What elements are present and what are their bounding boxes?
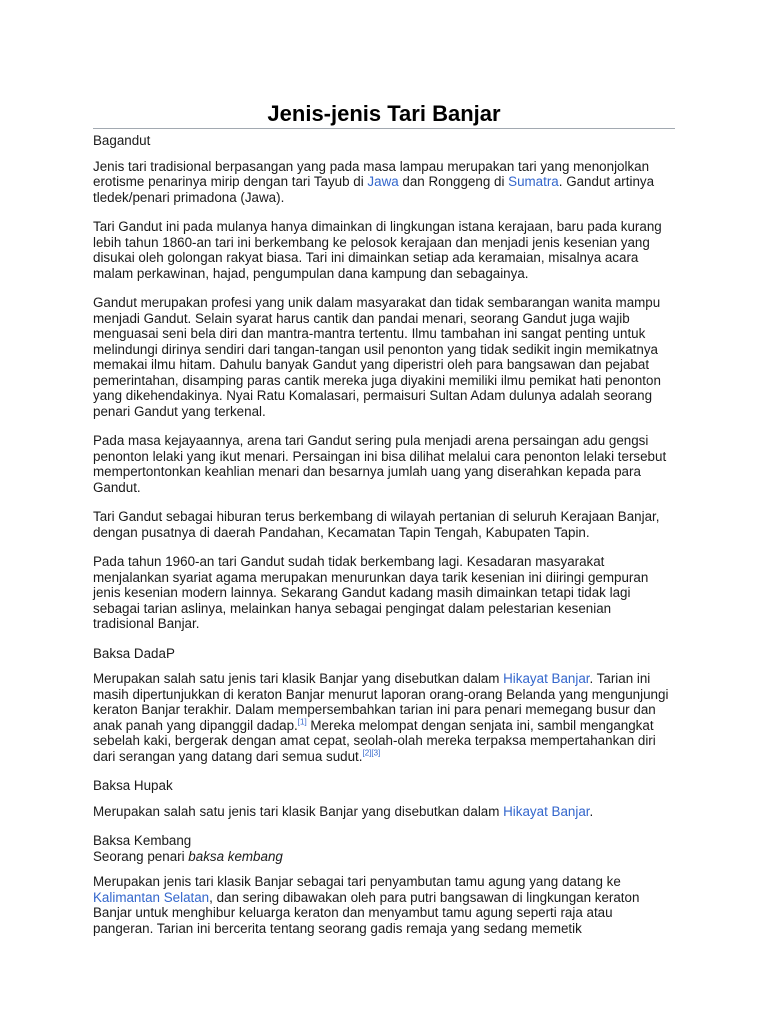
page-title: Jenis-jenis Tari Banjar (267, 101, 501, 126)
caption-text: Seorang penari (93, 848, 189, 864)
paragraph (93, 804, 675, 820)
text-run: . Gandut artinya tledek/penari primadona (Jawa). (93, 174, 655, 205)
section-heading-baksa-hupak: Baksa Hupak (93, 778, 173, 793)
link-jawa[interactable]: Jawa (367, 174, 399, 189)
section-heading-bagandut: Bagandut (93, 133, 151, 148)
text-run: . (589, 803, 594, 819)
text-run: , dan sering dibawakan oleh para putri bangsawan di lingkungan keraton Banjar untuk menghibur keluarga keraton dan menyambut tamu agung seperti raja atau pangeran. Tarian ini bercerita tentang seorang gadis remaja yang sedang memetik (93, 889, 640, 936)
section-heading-baksa-kembang: Baksa Kembang (93, 833, 192, 848)
image-caption (93, 849, 675, 865)
text-run: Mereka melompat dengan senjata ini, sambil mengangkat sebelah kaki, bergerak dengan amat cepat, seolah-olah mereka terpaksa mempertahankan diri dari serangan yang datang dari semua sudut. (93, 717, 656, 764)
text-run: dan Ronggeng di (398, 174, 509, 189)
paragraph: Gandut merupakan profesi yang unik dalam masyarakat dan tidak sembarangan wanita mampu menjadi Gandut. Selain syarat harus cantik dan pandai menari, seorang Gandut juga wajib menguasai seni bela diri dan mantra-mantra tertentu. Ilmu tambahan ini sangat penting untuk melindungi dirinya sendiri dari tangan-tangan usil penonton yang tidak sedikit ingin memikatnya memakai ilmu hitam. Dahulu banyak Gandut yang diperistri oleh para bangsawan dan pejabat pemerintahan, disamping paras cantik mereka juga diyakini memiliki ilmu pemikat hati penonton yang dikehendakinya. Nyai Ratu Komalasari, permaisuri Sultan Adam dulunya adalah seorang penari Gandut yang terkenal. (93, 295, 661, 419)
paragraph (93, 671, 675, 764)
link-kalimantan-selatan[interactable]: Kalimantan Selatan (93, 889, 210, 905)
caption-italic: baksa kembang (188, 848, 283, 864)
citation-1[interactable]: [1] (297, 717, 307, 727)
paragraph: Tari Gandut sebagai hiburan terus berkembang di wilayah pertanian di seluruh Kerajaan Banjar, dengan pusatnya di daerah Pandahan, Kecamatan Tapin Tengah, Kabupaten Tapin. (93, 509, 660, 540)
section-heading-baksa-dadap: Baksa DadaP (93, 645, 175, 661)
paragraph: Tari Gandut ini pada mulanya hanya dimainkan di lingkungan istana kerajaan, baru pada kurang lebih tahun 1860-an tari ini berkembang ke pelosok kerajaan dan menjadi jenis kesenian yang disukai oleh golongan rakyat biasa. Tari ini dimainkan setiap ada keramaian, misalnya acara malam perkawinan, hajad, pengumpulan dana kampung dan sebagainya. (93, 219, 662, 281)
link-hikayat-banjar[interactable]: Hikayat Banjar (503, 803, 590, 819)
paragraph (93, 159, 675, 206)
title-divider (93, 128, 675, 129)
citation-2-3[interactable]: [2][3] (362, 748, 381, 758)
text-run: Merupakan salah satu jenis tari klasik Banjar yang disebutkan dalam (93, 803, 504, 819)
link-hikayat-banjar[interactable]: Hikayat Banjar (503, 671, 590, 686)
article (93, 100, 675, 950)
text-run: Jenis tari tradisional berpasangan yang pada masa lampau merupakan tari yang menonjolkan erotisme penarinya mirip dengan tari Tayub di (93, 158, 650, 189)
paragraph: Pada tahun 1960-an tari Gandut sudah tidak berkembang lagi. Kesadaran masyarakat menjalankan syariat agama merupakan menurunkan daya tarik kesenian ini diiringi gempuran jenis kesenian modern lainnya. Sekarang Gandut kadang masih dimainkan tetapi tidak lagi sebagai tarian aslinya, melainkan hanya sebagai pengingat dalam pelestarian kesenian tradisional Banjar. (93, 554, 649, 631)
text-run: . Tarian ini masih dipertunjukkan di keraton Banjar menurut laporan orang-orang Belanda yang mengunjungi keraton Banjar terakhir. Dalam mempersembahkan tarian ini para penari memegang busur dan anak panah yang dipanggil dadap. (93, 671, 669, 733)
text-run: Merupakan salah satu jenis tari klasik Banjar yang disebutkan dalam (93, 671, 504, 686)
text-run: Merupakan jenis tari klasik Banjar sebagai tari penyambutan tamu agung yang datang ke (93, 874, 621, 889)
link-sumatra[interactable]: Sumatra (508, 174, 559, 189)
paragraph: Pada masa kejayaannya, arena tari Gandut sering pula menjadi arena persaingan adu gengsi penonton lelaki yang ikut menari. Persaingan ini bisa dilihat melalui cara penonton lelaki tersebut mempertontonkan keahlian menari dan besarnya jumlah uang yang diserahkan kepada para Gandut. (93, 433, 667, 495)
paragraph (93, 874, 675, 936)
